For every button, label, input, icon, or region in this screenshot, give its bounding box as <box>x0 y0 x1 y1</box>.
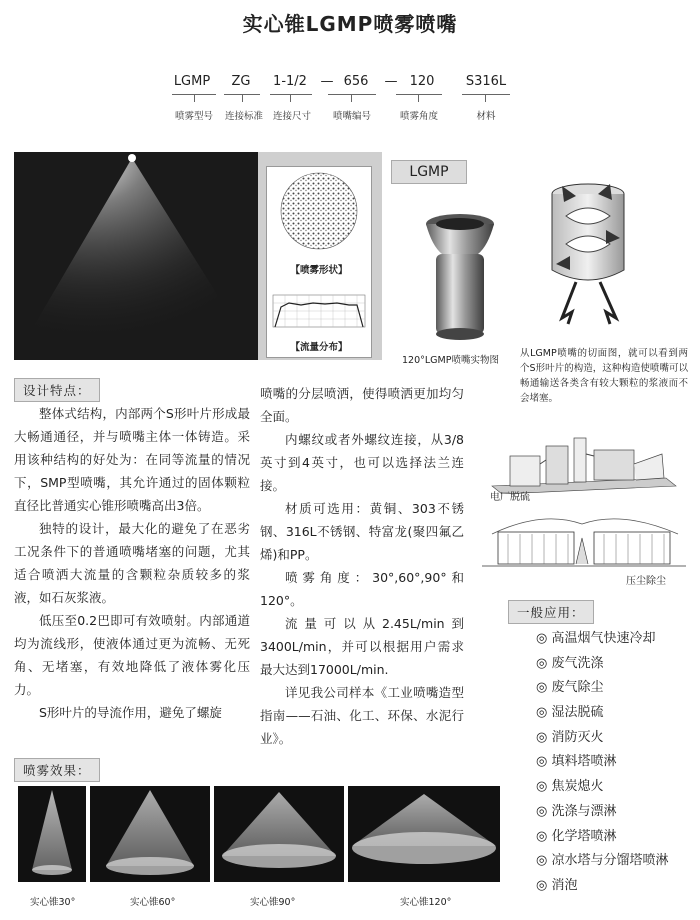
design-paragraph: 整体式结构，内部两个S形叶片形成最大畅通通径，并与喷嘴主体一体铸造。采用该种结构的好处为：在同等流量的情况下，SMP型喷嘴，其允许通过的固体颗粒直径比普通实心锥形喷嘴高出3倍。 <box>14 406 250 513</box>
spray-effect-90 <box>214 786 344 882</box>
effect-label-90: 实心锥90° <box>250 897 296 908</box>
code-sep-1: — <box>320 74 334 89</box>
spray-pattern-label: 【喷雾形状】 <box>290 265 348 276</box>
bullet-icon: ◎ <box>536 877 548 893</box>
spray-effect-60 <box>90 786 210 882</box>
design-paragraph: 独特的设计，最大化的避免了在恶劣工况条件下的普通喷嘴堵塞的问题，尤其适合喷洒大流量的含颗粒杂质较多的浆液，如石灰浆液。 <box>14 521 250 605</box>
nozzle-photo <box>418 212 502 344</box>
code-sep-2: — <box>384 74 398 89</box>
design-paragraph: 详见我公司样本《工业喷嘴造型指南——石油、化工、环保、水泥行业》。 <box>260 685 464 746</box>
application-item: ◎ 填料塔喷淋 <box>536 754 617 770</box>
design-paragraph: 喷嘴的分层喷洒，使得喷洒更加均匀全面。 <box>260 386 464 424</box>
application-item: ◎ 高温烟气快速冷却 <box>536 631 656 646</box>
flow-distribution-label: 【流量分布】 <box>290 342 348 353</box>
bullet-icon: ◎ <box>536 680 548 696</box>
hero-spray-photo <box>14 152 382 360</box>
bullet-icon: ◎ <box>536 631 548 646</box>
bullet-icon: ◎ <box>536 729 548 745</box>
effects-heading: 喷雾效果： <box>14 758 100 782</box>
application-item: ◎ 湿法脱硫 <box>536 705 604 721</box>
application-item: ◎ 凉水塔与分馏塔喷淋 <box>536 853 669 869</box>
power-plant-illustration <box>486 434 680 494</box>
nozzle-photo-caption: 120°LGMP喷嘴实物图 <box>402 355 499 366</box>
effect-label-30: 实心锥30° <box>30 897 76 908</box>
code-number: 656 <box>343 74 369 89</box>
power-plant-label: 电厂脱硫 <box>490 492 530 503</box>
bullet-icon: ◎ <box>536 655 548 671</box>
applications-heading: 一般应用： <box>508 600 594 624</box>
application-item: ◎ 废气洗涤 <box>536 655 604 671</box>
label-model: 喷雾型号 <box>174 111 213 122</box>
label-standard: 连接标准 <box>224 111 263 122</box>
design-paragraph: 内螺纹或者外螺纹连接，从3/8英寸到4英寸，也可以选择法兰连接。 <box>260 432 464 493</box>
bullet-icon: ◎ <box>536 754 548 770</box>
bullet-icon: ◎ <box>536 853 548 869</box>
application-item: ◎ 洗涤与漂淋 <box>536 803 617 819</box>
design-paragraph: 流量可以从2.45L/min到3400L/min，并可以根据用户需求最大达到17000L/min. <box>260 616 464 677</box>
cutaway-caption: 从LGMP喷嘴的切面图，就可以看到两个S形叶片的构造，这种构造使喷嘴可以畅通输送各类含有较大颗粒的浆液而不会堵塞。 <box>520 348 688 404</box>
design-paragraph: 低压至0.2巴即可有效喷射。内部通道均为流线形，使液体通过更为流畅、无死角、无堵塞，有效地降低了液体雾化压力。 <box>14 613 250 697</box>
application-item: ◎ 消泡 <box>536 877 578 893</box>
bullet-icon: ◎ <box>536 828 548 844</box>
bullet-icon: ◎ <box>536 803 548 819</box>
applications-list <box>536 627 696 899</box>
design-right-column <box>260 382 464 750</box>
design-left-column <box>14 402 250 724</box>
design-paragraph: 喷雾角度：30°,60°,90°和120°。 <box>260 570 464 608</box>
label-angle: 喷雾角度 <box>399 111 438 122</box>
effect-label-60: 实心锥60° <box>130 897 176 908</box>
page-title: 实心锥LGMP喷雾喷嘴 <box>242 12 458 36</box>
code-model: LGMP <box>173 74 211 89</box>
dust-suppression-label: 压尘除尘 <box>626 576 666 587</box>
design-heading: 设计特点： <box>14 378 100 402</box>
application-item: ◎ 消防灭火 <box>536 729 604 745</box>
code-standard: ZG <box>231 74 251 89</box>
spray-effect-30 <box>18 786 86 882</box>
label-material: 材料 <box>476 111 496 122</box>
code-size: 1-1/2 <box>273 74 307 89</box>
label-number: 喷嘴编号 <box>332 111 371 122</box>
label-size: 连接尺寸 <box>272 111 311 122</box>
cutaway-diagram <box>536 172 640 332</box>
design-paragraph: S形叶片的导流作用，避免了螺旋 <box>39 705 222 720</box>
bullet-icon: ◎ <box>536 779 548 795</box>
product-tag: LGMP <box>391 160 467 184</box>
design-paragraph: 材质可选用：黄铜、303不锈钢、316L不锈钢、特富龙(聚四氟乙烯)和PP。 <box>260 501 464 562</box>
effect-label-120: 实心锥120° <box>400 897 452 908</box>
code-angle: 120 <box>409 74 435 89</box>
bullet-icon: ◎ <box>536 705 548 721</box>
dust-suppression-illustration <box>482 504 686 572</box>
code-material: S316L <box>465 74 507 89</box>
application-item: ◎ 化学塔喷淋 <box>536 828 617 844</box>
spray-effect-120 <box>348 786 500 882</box>
application-item: ◎ 废气除尘 <box>536 680 604 696</box>
application-item: ◎ 焦炭熄火 <box>536 779 604 795</box>
